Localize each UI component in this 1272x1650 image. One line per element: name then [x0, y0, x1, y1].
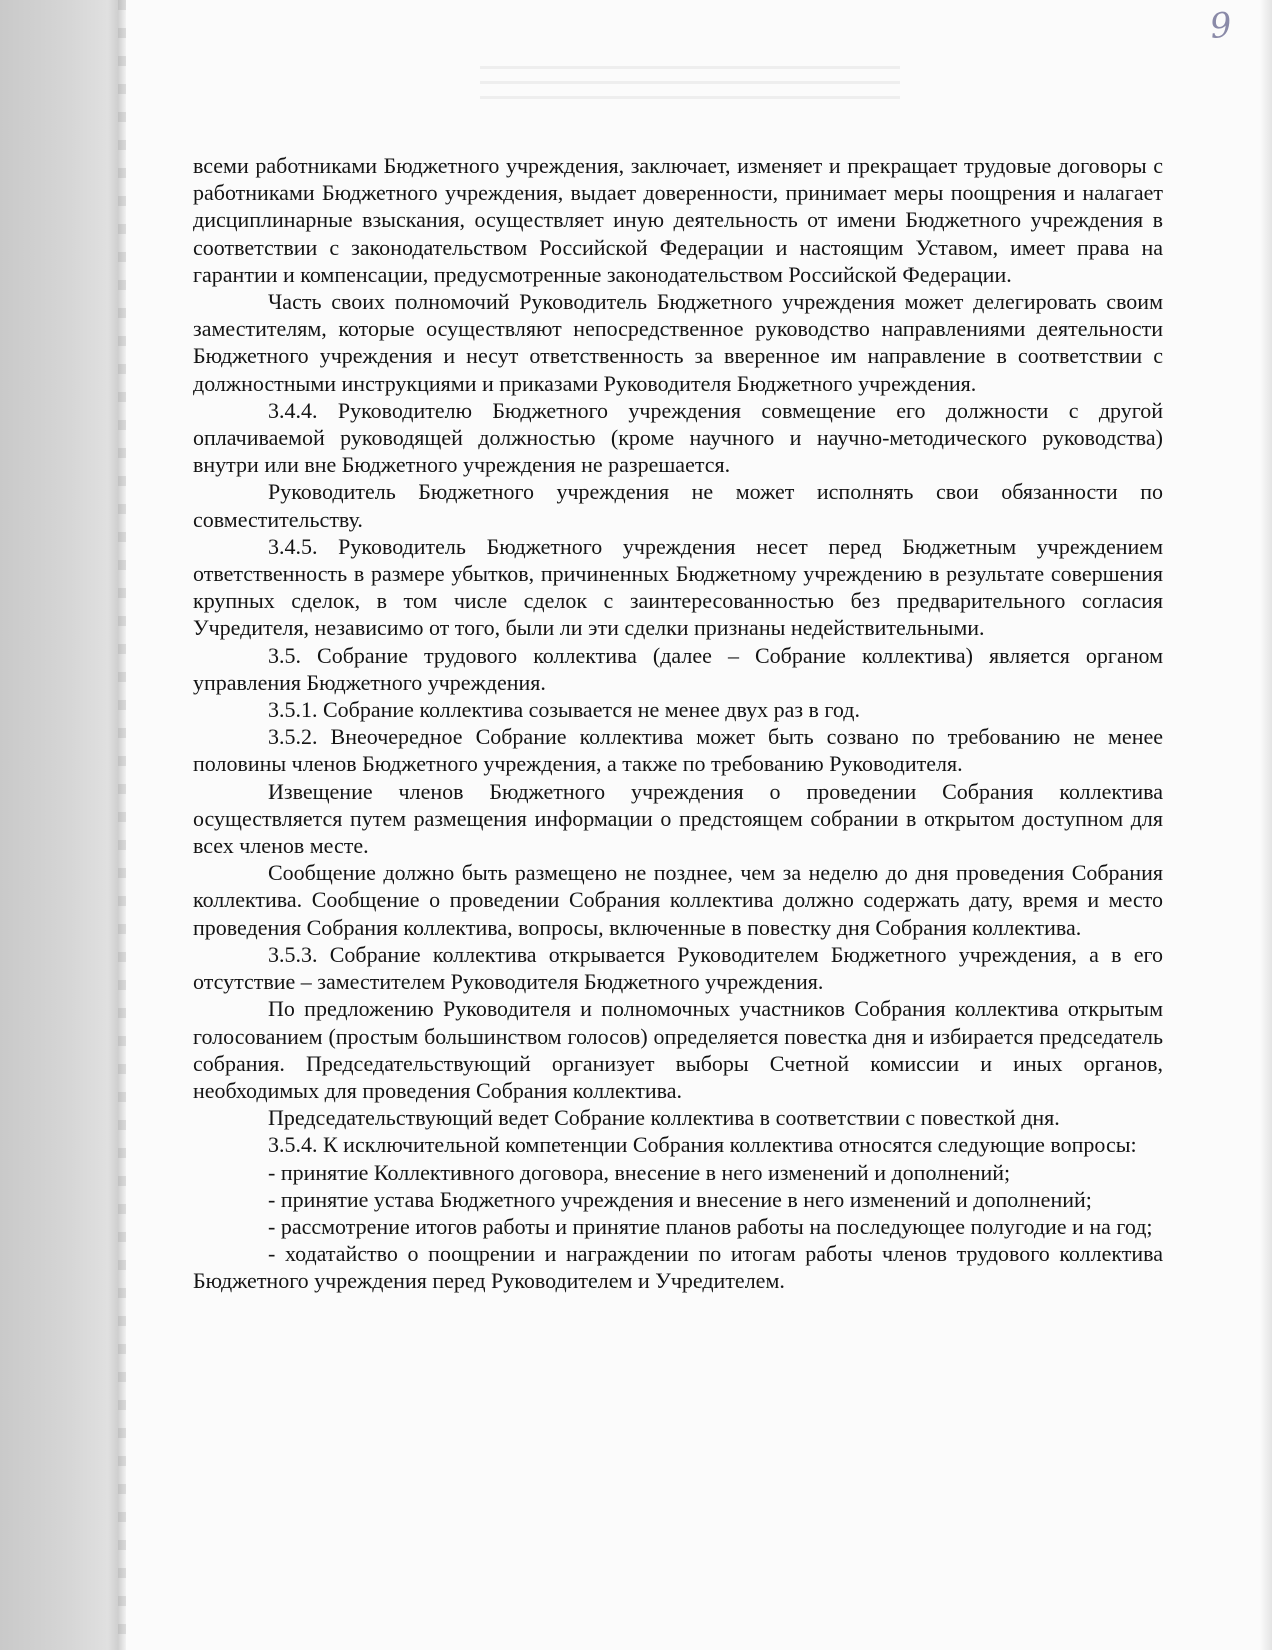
binding-shadow: [118, 0, 126, 1650]
paragraph-notification: Извещение членов Бюджетного учреждения о проведении Собрания коллектива осуществляется путем размещения информации о предстоящем собрании в открытом доступном для всех членов месте.: [193, 778, 1163, 859]
paragraph-message: Сообщение должно быть размещено не позднее, чем за неделю до дня проведения Собрания коллектива. Сообщение о проведении Собрания коллектива должно содержать дату, время и место проведения Собрания коллектива, вопросы, включенные в повестку дня Собрания коллектива.: [193, 860, 1163, 940]
page-number: 9: [1208, 4, 1235, 48]
paragraph-3-5-4: 3.5.4. К исключительной компетенции Собрания коллектива относятся следующие вопросы:: [268, 1132, 1137, 1158]
paper-right-edge: [1260, 0, 1272, 1650]
paragraph-chairman: Председательствующий ведет Собрание коллектива в соответствии с повесткой дня.: [268, 1105, 1060, 1131]
paragraph-delegation: Часть своих полномочий Руководитель Бюджетного учреждения может делегировать своим заместителям, которые осуществляют непосредственное руководство направлениями деятельности Бюджетного учреждения и несут ответственность за вверенное им направление в соответствии с должностными инструкциями и приказами Руководителя Бюджетного учреждения.: [193, 289, 1163, 396]
list-item: - принятие устава Бюджетного учреждения и внесение в него изменений и дополнений;: [268, 1186, 1092, 1212]
paragraph-no-combination: Руководитель Бюджетного учреждения не может исполнять свои обязанности по совместительству.: [193, 479, 1163, 532]
paragraph-agenda: По предложению Руководителя и полномочных участников Собрания коллектива открытым голосованием (простым большинством голосов) определяется повестка дня и избирается председатель собрания. Председательствующий организует выборы Счетной комиссии и иных органов, необходимых для проведения Собрания коллектива.: [193, 996, 1163, 1103]
list-item: - ходатайство о поощрении и награждении по итогам работы членов трудового коллектива Бюджетного учреждения перед Руководителем и Учредителем.: [193, 1241, 1163, 1294]
paragraph-3-5-2: 3.5.2. Внеочередное Собрание коллектива может быть созвано по требованию не менее половины членов Бюджетного учреждения, а также по требованию Руководителя.: [193, 724, 1163, 777]
paragraph-3-4-5: 3.4.5. Руководитель Бюджетного учреждения несет перед Бюджетным учреждением ответственность в размере убытков, причиненных Бюджетному учреждению в результате совершения крупных сделок, в том числе сделок с заинтересованностью без предварительного согласия Учредителя, независимо от того, были ли эти сделки признаны недействительными.: [193, 533, 1163, 641]
paragraph-3-4-4: 3.4.4. Руководителю Бюджетного учреждения совмещение его должности с другой оплачиваемой руководящей должностью (кроме научного и научно-методического руководства) внутри или вне Бюджетного учреждения не разрешается.: [193, 397, 1163, 478]
list-item: - принятие Коллективного договора, внесение в него изменений и дополнений;: [268, 1159, 1011, 1185]
binding-edge: [0, 0, 126, 1650]
paragraph-3-5-1: 3.5.1. Собрание коллектива созывается не менее двух раз в год.: [268, 697, 860, 723]
paragraph-3-5: 3.5. Собрание трудового коллектива (далее – Собрание коллектива) является органом управления Бюджетного учреждения.: [193, 642, 1163, 695]
paragraph-continuation: всеми работниками Бюджетного учреждения, заключает, изменяет и прекращает трудовые договоры с работниками Бюджетного учреждения, выдает доверенности, принимает меры поощрения и налагает дисциплинарные взыскания, осуществляет иную деятельность от имени Бюджетного учреждения в соответствии с законодательством Российской Федерации и настоящим Уставом, имеет права на гарантии и компенсации, предусмотренные законодательством Российской Федерации.: [193, 153, 1163, 287]
faint-header-bleedthrough: [480, 54, 900, 114]
list-item: - рассмотрение итогов работы и принятие планов работы на последующее полугодие и на год;: [268, 1213, 1153, 1239]
document-body: [193, 152, 1163, 1295]
paragraph-3-5-3: 3.5.3. Собрание коллектива открывается Руководителем Бюджетного учреждения, а в его отсутствие – заместителем Руководителя Бюджетного учреждения.: [193, 941, 1163, 995]
